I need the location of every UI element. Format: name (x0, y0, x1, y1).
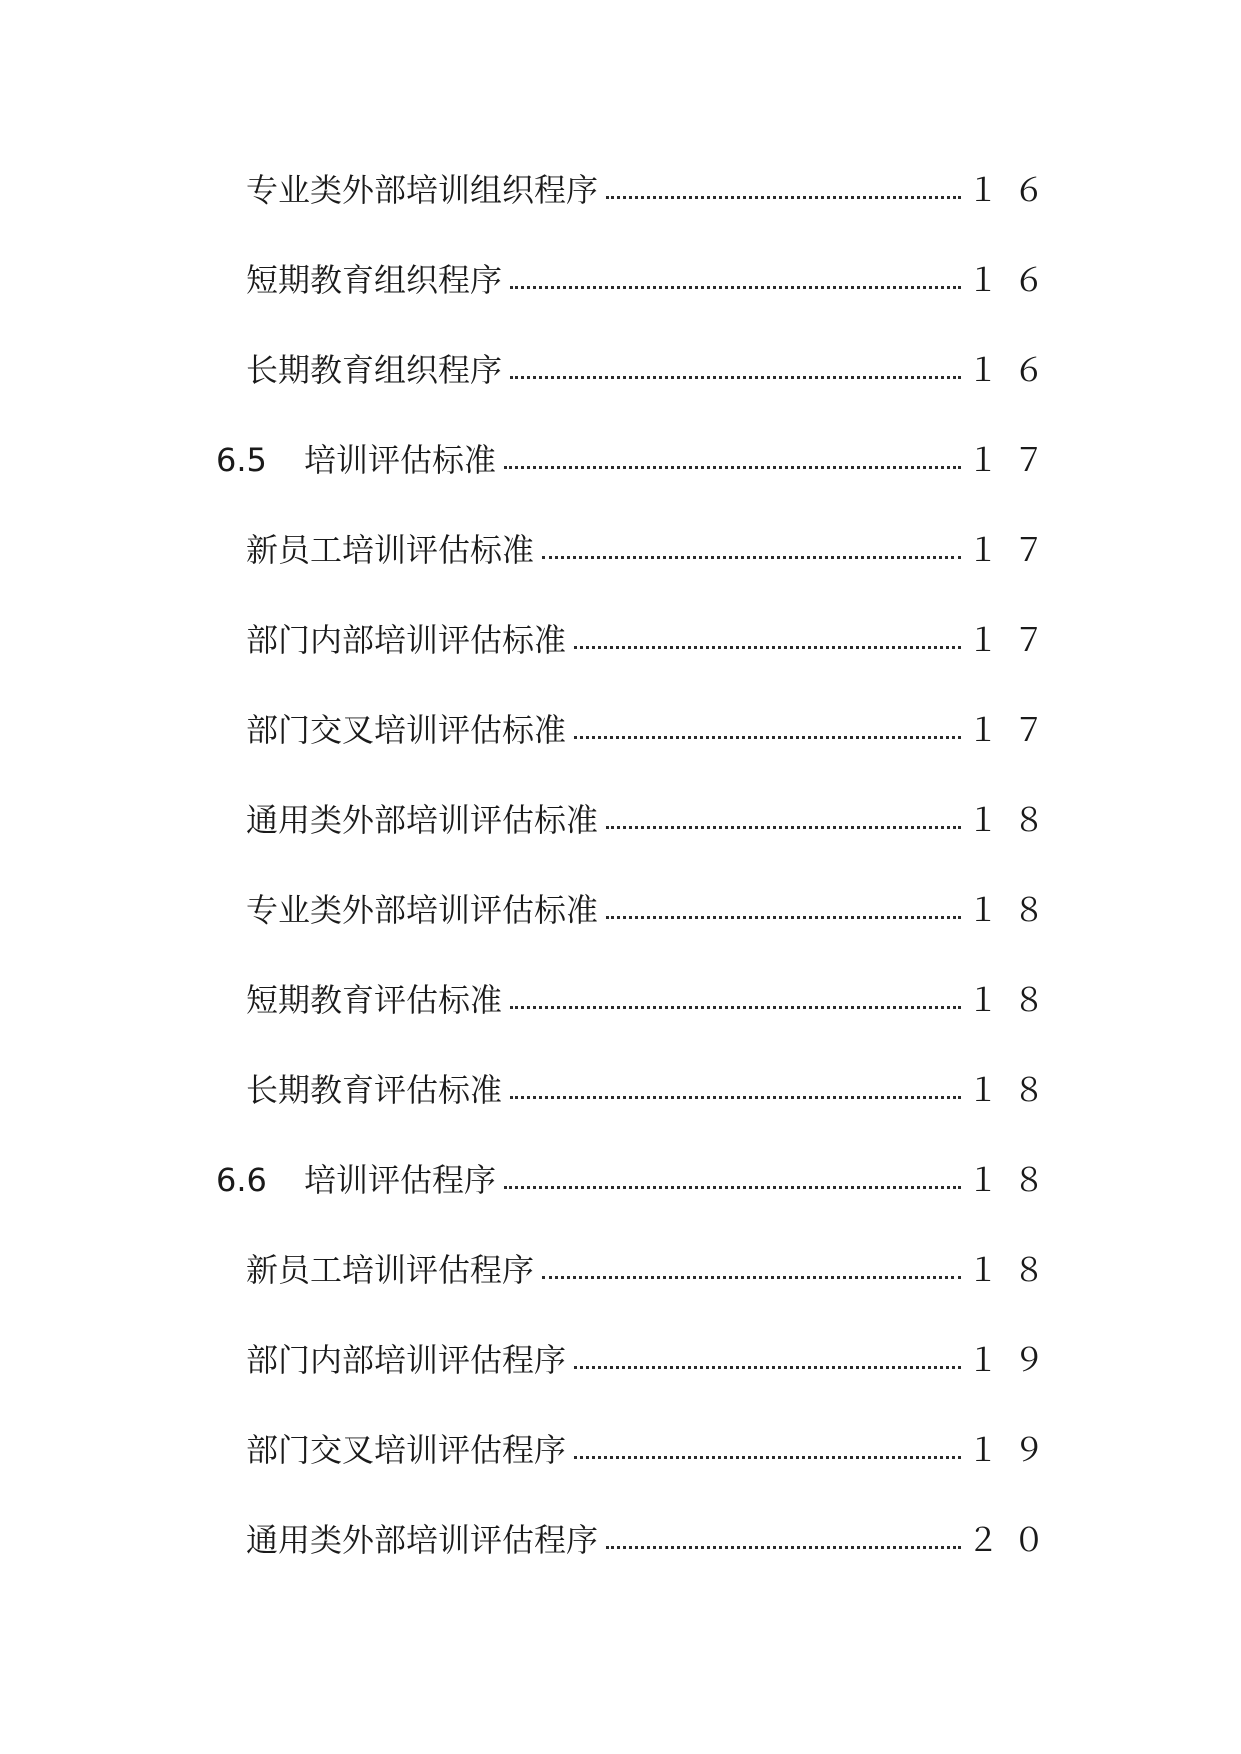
toc-entry[interactable] (0, 970, 1241, 1030)
toc-entry-title: 新员工培训评估程序 (246, 1251, 535, 1289)
toc-entry-title: 新员工培训评估标准 (246, 531, 535, 569)
toc-dot-leader (504, 1186, 961, 1189)
toc-entry-page: １８ (966, 1071, 1059, 1109)
toc-entry-title: 短期教育评估标准 (246, 981, 503, 1019)
toc-entry[interactable] (0, 610, 1241, 670)
toc-entry[interactable] (0, 1330, 1241, 1390)
toc-entry-page: １８ (966, 1161, 1059, 1199)
toc-entry[interactable] (0, 520, 1241, 580)
toc-section-entry[interactable] (0, 1150, 1241, 1210)
toc-entry[interactable] (0, 1510, 1241, 1570)
toc-entry[interactable] (0, 340, 1241, 400)
toc-entry-page: １６ (966, 351, 1059, 389)
toc-entry-page: １８ (966, 981, 1059, 1019)
toc-entry-title: 部门内部培训评估程序 (246, 1341, 567, 1379)
toc-entry[interactable] (0, 880, 1241, 940)
toc-dot-leader (606, 1546, 961, 1549)
toc-dot-leader (542, 556, 961, 559)
toc-entry-page: １７ (966, 621, 1059, 659)
toc-entry-page: １９ (966, 1431, 1059, 1469)
toc-entry[interactable] (0, 700, 1241, 760)
toc-entry[interactable] (0, 1240, 1241, 1300)
toc-dot-leader (542, 1276, 961, 1279)
toc-entry[interactable] (0, 1420, 1241, 1480)
toc-entry[interactable] (0, 790, 1241, 850)
toc-entry-page: １８ (966, 891, 1059, 929)
toc-entry-title: 专业类外部培训评估标准 (246, 891, 599, 929)
toc-dot-leader (606, 916, 961, 919)
toc-entry-title: 长期教育评估标准 (246, 1071, 503, 1109)
toc-dot-leader (574, 736, 961, 739)
toc-entry-title: 长期教育组织程序 (246, 351, 503, 389)
toc-entry[interactable] (0, 160, 1241, 220)
toc-entry-title: 部门内部培训评估标准 (246, 621, 567, 659)
toc-dot-leader (606, 826, 961, 829)
toc-section-entry[interactable] (0, 430, 1241, 490)
toc-entry-title: 部门交叉培训评估程序 (246, 1431, 567, 1469)
toc-entry-title: 培训评估标准 (304, 441, 497, 479)
toc-entry-title: 部门交叉培训评估标准 (246, 711, 567, 749)
toc-entry-title: 通用类外部培训评估标准 (246, 801, 599, 839)
toc-entry-page: １７ (966, 531, 1059, 569)
toc-dot-leader (510, 1096, 961, 1099)
toc-entry[interactable] (0, 250, 1241, 310)
toc-dot-leader (574, 1366, 961, 1369)
toc-dot-leader (606, 196, 961, 199)
toc-dot-leader (574, 1456, 961, 1459)
toc-entry-page: １９ (966, 1341, 1059, 1379)
toc-dot-leader (510, 1006, 961, 1009)
toc-entry-page: ２０ (966, 1521, 1059, 1559)
toc-entry-title: 短期教育组织程序 (246, 261, 503, 299)
toc-section-number: 6.6 (216, 1161, 267, 1199)
toc-entry-page: １７ (966, 711, 1059, 749)
toc-entry[interactable] (0, 1060, 1241, 1120)
toc-entry-page: １７ (966, 441, 1059, 479)
toc-section-number: 6.5 (216, 441, 267, 479)
toc-dot-leader (510, 376, 961, 379)
toc-dot-leader (574, 646, 961, 649)
toc-entry-title: 通用类外部培训评估程序 (246, 1521, 599, 1559)
toc-dot-leader (504, 466, 961, 469)
toc-entry-page: １６ (966, 261, 1059, 299)
toc-dot-leader (510, 286, 961, 289)
toc-entry-page: １８ (966, 1251, 1059, 1289)
toc-entry-page: １８ (966, 801, 1059, 839)
toc-entry-page: １６ (966, 171, 1059, 209)
toc-entry-title: 专业类外部培训组织程序 (246, 171, 599, 209)
toc-entry-title: 培训评估程序 (304, 1161, 497, 1199)
